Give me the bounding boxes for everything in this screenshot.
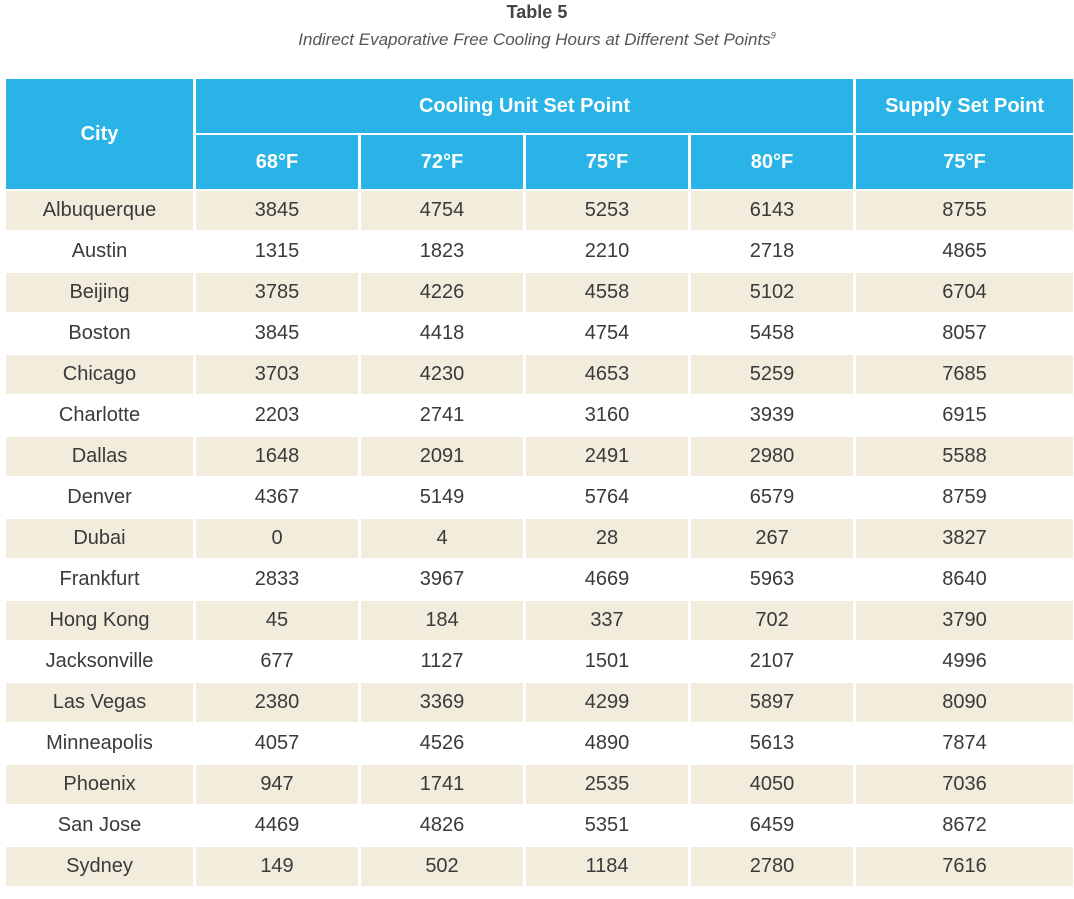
- value-cell: 4996: [856, 642, 1073, 681]
- value-cell: 4754: [526, 314, 688, 353]
- value-cell: 184: [361, 601, 523, 640]
- value-cell: 4754: [361, 191, 523, 230]
- table-row: [6, 724, 1073, 763]
- table-row: [6, 601, 1073, 640]
- value-cell: 3967: [361, 560, 523, 599]
- value-cell: 5764: [526, 478, 688, 517]
- table-header: [6, 79, 1073, 189]
- value-cell: 8057: [856, 314, 1073, 353]
- value-cell: 5102: [691, 273, 853, 312]
- header-68f: 68°F: [196, 135, 358, 189]
- value-cell: 3703: [196, 355, 358, 394]
- header-city: City: [6, 79, 193, 189]
- table-row: [6, 191, 1073, 230]
- city-cell: Beijing: [6, 273, 193, 312]
- footnote-mark: 9: [770, 30, 776, 41]
- table-row: [6, 478, 1073, 517]
- city-cell: Sydney: [6, 847, 193, 886]
- value-cell: 2718: [691, 232, 853, 271]
- value-cell: 7036: [856, 765, 1073, 804]
- header-group-row: [6, 79, 1073, 133]
- value-cell: 3790: [856, 601, 1073, 640]
- value-cell: 4418: [361, 314, 523, 353]
- value-cell: 3939: [691, 396, 853, 435]
- value-cell: 702: [691, 601, 853, 640]
- header-supply-75f: 75°F: [856, 135, 1073, 189]
- value-cell: 2203: [196, 396, 358, 435]
- table-row: [6, 355, 1073, 394]
- city-cell: Phoenix: [6, 765, 193, 804]
- value-cell: 2780: [691, 847, 853, 886]
- value-cell: 2107: [691, 642, 853, 681]
- value-cell: 6579: [691, 478, 853, 517]
- value-cell: 1741: [361, 765, 523, 804]
- header-cooling-unit-set-point: Cooling Unit Set Point: [196, 79, 853, 133]
- city-cell: Las Vegas: [6, 683, 193, 722]
- value-cell: 5613: [691, 724, 853, 763]
- value-cell: 4558: [526, 273, 688, 312]
- value-cell: 502: [361, 847, 523, 886]
- value-cell: 4367: [196, 478, 358, 517]
- value-cell: 4: [361, 519, 523, 558]
- table-row: [6, 560, 1073, 599]
- value-cell: 28: [526, 519, 688, 558]
- table-row: [6, 765, 1073, 804]
- header-80f: 80°F: [691, 135, 853, 189]
- value-cell: 5897: [691, 683, 853, 722]
- value-cell: 2980: [691, 437, 853, 476]
- value-cell: 6459: [691, 806, 853, 845]
- table-subtitle-text: Indirect Evaporative Free Cooling Hours at Different Set Points: [298, 30, 771, 49]
- value-cell: 5253: [526, 191, 688, 230]
- value-cell: 2741: [361, 396, 523, 435]
- table-row: [6, 642, 1073, 681]
- table-row: [6, 806, 1073, 845]
- value-cell: 5458: [691, 314, 853, 353]
- value-cell: 3845: [196, 314, 358, 353]
- city-cell: Boston: [6, 314, 193, 353]
- value-cell: 5588: [856, 437, 1073, 476]
- table-row: [6, 396, 1073, 435]
- value-cell: 2091: [361, 437, 523, 476]
- value-cell: 5149: [361, 478, 523, 517]
- table-row: [6, 314, 1073, 353]
- table-row: [6, 232, 1073, 271]
- city-cell: Jacksonville: [6, 642, 193, 681]
- value-cell: 5351: [526, 806, 688, 845]
- value-cell: 4050: [691, 765, 853, 804]
- value-cell: 6704: [856, 273, 1073, 312]
- value-cell: 5259: [691, 355, 853, 394]
- value-cell: 5963: [691, 560, 853, 599]
- value-cell: 6915: [856, 396, 1073, 435]
- value-cell: 947: [196, 765, 358, 804]
- value-cell: 1648: [196, 437, 358, 476]
- value-cell: 3160: [526, 396, 688, 435]
- table-row: [6, 273, 1073, 312]
- table-label: Table 5: [506, 2, 568, 22]
- value-cell: 3369: [361, 683, 523, 722]
- value-cell: 2491: [526, 437, 688, 476]
- value-cell: 4669: [526, 560, 688, 599]
- value-cell: 7874: [856, 724, 1073, 763]
- value-cell: 2380: [196, 683, 358, 722]
- value-cell: 7616: [856, 847, 1073, 886]
- table-row: [6, 437, 1073, 476]
- city-cell: Austin: [6, 232, 193, 271]
- value-cell: 1184: [526, 847, 688, 886]
- value-cell: 3845: [196, 191, 358, 230]
- city-cell: Minneapolis: [6, 724, 193, 763]
- value-cell: 4057: [196, 724, 358, 763]
- cooling-hours-table: [3, 77, 1074, 888]
- value-cell: 4865: [856, 232, 1073, 271]
- value-cell: 1315: [196, 232, 358, 271]
- value-cell: 7685: [856, 355, 1073, 394]
- value-cell: 4526: [361, 724, 523, 763]
- value-cell: 8759: [856, 478, 1073, 517]
- city-cell: Albuquerque: [6, 191, 193, 230]
- city-cell: Charlotte: [6, 396, 193, 435]
- table-body: [6, 191, 1073, 886]
- value-cell: 2833: [196, 560, 358, 599]
- value-cell: 3785: [196, 273, 358, 312]
- value-cell: 4299: [526, 683, 688, 722]
- value-cell: 2535: [526, 765, 688, 804]
- value-cell: 8672: [856, 806, 1073, 845]
- value-cell: 4469: [196, 806, 358, 845]
- value-cell: 4653: [526, 355, 688, 394]
- city-cell: Denver: [6, 478, 193, 517]
- value-cell: 8755: [856, 191, 1073, 230]
- value-cell: 8640: [856, 560, 1073, 599]
- value-cell: 1501: [526, 642, 688, 681]
- value-cell: 149: [196, 847, 358, 886]
- city-cell: Dubai: [6, 519, 193, 558]
- value-cell: 677: [196, 642, 358, 681]
- city-cell: Dallas: [6, 437, 193, 476]
- city-cell: San Jose: [6, 806, 193, 845]
- table-row: [6, 847, 1073, 886]
- value-cell: 3827: [856, 519, 1073, 558]
- city-cell: Frankfurt: [6, 560, 193, 599]
- header-75f: 75°F: [526, 135, 688, 189]
- value-cell: 0: [196, 519, 358, 558]
- header-72f: 72°F: [361, 135, 523, 189]
- table-row: [6, 683, 1073, 722]
- city-cell: Chicago: [6, 355, 193, 394]
- table-subtitle: [0, 30, 1074, 50]
- value-cell: 4890: [526, 724, 688, 763]
- value-cell: 45: [196, 601, 358, 640]
- value-cell: 4226: [361, 273, 523, 312]
- value-cell: 1823: [361, 232, 523, 271]
- value-cell: 4230: [361, 355, 523, 394]
- value-cell: 4826: [361, 806, 523, 845]
- value-cell: 337: [526, 601, 688, 640]
- table-row: [6, 519, 1073, 558]
- value-cell: 8090: [856, 683, 1073, 722]
- value-cell: 1127: [361, 642, 523, 681]
- value-cell: 6143: [691, 191, 853, 230]
- header-supply-set-point: Supply Set Point: [856, 79, 1073, 133]
- value-cell: 267: [691, 519, 853, 558]
- city-cell: Hong Kong: [6, 601, 193, 640]
- value-cell: 2210: [526, 232, 688, 271]
